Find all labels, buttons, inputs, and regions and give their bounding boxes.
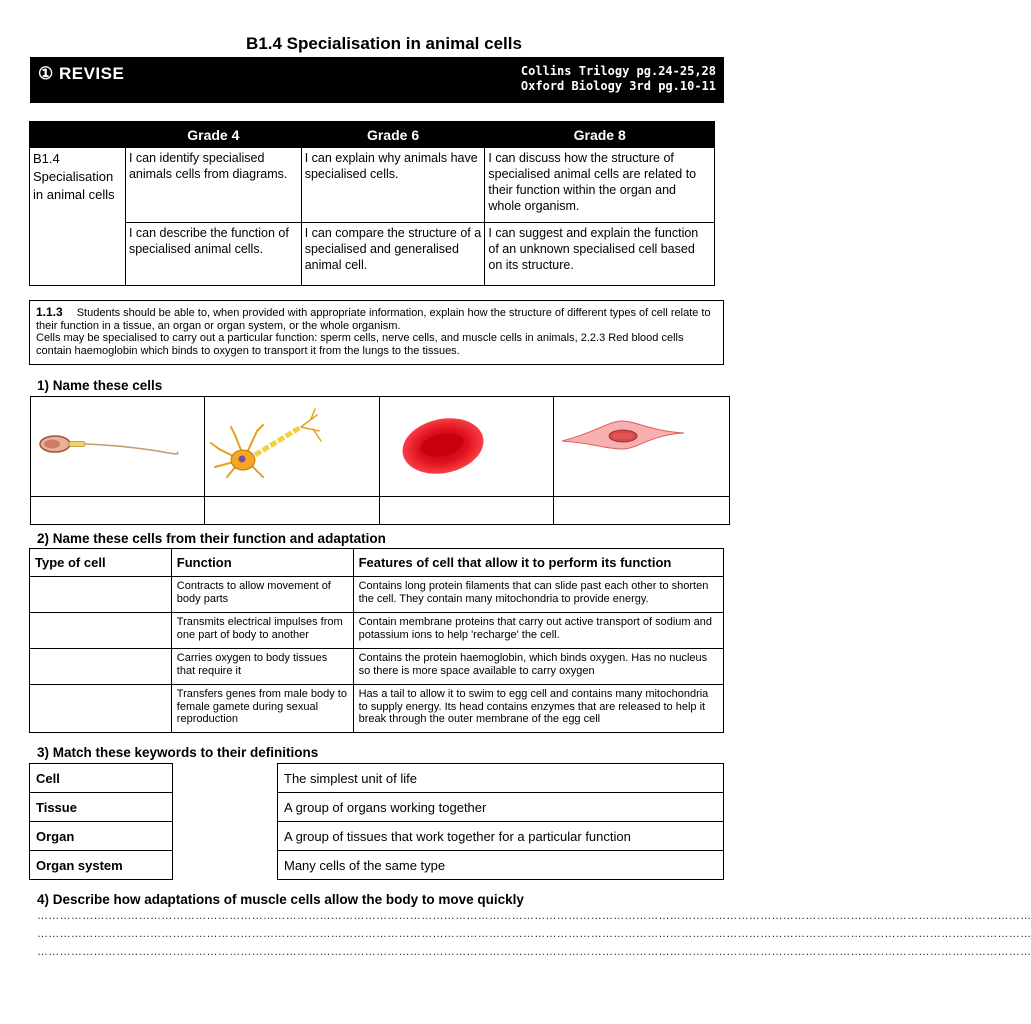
function-cell: Contracts to allow movement of body parts (171, 577, 353, 613)
revise-banner (30, 57, 724, 103)
cell-answers-row (31, 497, 730, 525)
grade-8-objective: I can suggest and explain the function of an unknown specialised cell based on its structure. (485, 223, 715, 286)
features-cell: Contain membrane proteins that carry out active transport of sodium and potassium ions to help 'recharge' the cell. (353, 613, 723, 649)
definition-cell[interactable]: A group of tissues that work together for a particular function (278, 822, 724, 851)
cell-name-answer[interactable] (380, 497, 554, 525)
grade-8-header: Grade 8 (485, 122, 715, 148)
reference-oxford: Oxford Biology 3rd pg.10-11 (520, 79, 716, 93)
grade-8-objective: I can discuss how the structure of specialised animal cells are related to their function within the organ and whole organism. (485, 148, 715, 223)
definition-row (278, 851, 724, 880)
definition-cell[interactable]: The simplest unit of life (278, 764, 724, 793)
keyword-tissue[interactable]: Tissue (30, 793, 173, 822)
definition-cell[interactable]: Many cells of the same type (278, 851, 724, 880)
keywords-table (29, 763, 173, 880)
question-2-label: 2) Name these cells from their function and adaptation (37, 531, 386, 546)
revise-label: ① REVISE (38, 64, 125, 83)
topic-cell: B1.4 Specialisation in animal cells (30, 148, 126, 286)
cell-image-box (380, 397, 554, 497)
definition-row (278, 793, 724, 822)
keyword-row (30, 764, 173, 793)
cell-image-box (554, 397, 730, 497)
keyword-organ-system[interactable]: Organ system (30, 851, 173, 880)
cell-name-answer[interactable] (205, 497, 380, 525)
definition-row (278, 764, 724, 793)
answer-line[interactable]: ………………………………………………………………………………………………………………………………………………………………………………………………………………………………………… (37, 946, 1031, 958)
cell-images-row (31, 397, 730, 497)
grade-6-header: Grade 6 (301, 122, 485, 148)
answer-line[interactable]: ………………………………………………………………………………………………………………………………………………………………………………………………………………………………………… (37, 910, 1031, 922)
keyword-row (30, 851, 173, 880)
grade-6-objective: I can explain why animals have specialised cells. (301, 148, 485, 223)
grade-row (30, 223, 715, 286)
cell-image-box (205, 397, 380, 497)
table-row (30, 685, 724, 733)
page-title: B1.4 Specialisation in animal cells (246, 34, 522, 53)
specification-box (29, 300, 724, 365)
table-row (30, 577, 724, 613)
type-of-cell-answer[interactable] (30, 613, 172, 649)
grade-4-header: Grade 4 (125, 122, 301, 148)
cell-image-box (31, 397, 205, 497)
cell-name-answer[interactable] (31, 497, 205, 525)
grade-6-objective: I can compare the structure of a specialised and generalised animal cell. (301, 223, 485, 286)
question-3-label: 3) Match these keywords to their definitions (37, 745, 319, 760)
features-header: Features of cell that allow it to perform its function (353, 549, 723, 577)
name-cells-table (30, 396, 730, 525)
question-4-label: 4) Describe how adaptations of muscle cells allow the body to move quickly (37, 892, 524, 907)
nerve-cell-icon (205, 397, 379, 491)
grade-4-objective: I can describe the function of specialised animal cells. (125, 223, 301, 286)
spec-line-1 (36, 306, 717, 332)
keyword-cell[interactable]: Cell (30, 764, 173, 793)
function-adaptation-table (29, 548, 724, 733)
textbook-references (521, 64, 716, 94)
function-header: Function (171, 549, 353, 577)
function-cell: Carries oxygen to body tissues that require it (171, 649, 353, 685)
red-blood-cell-icon (380, 397, 553, 491)
function-cell: Transfers genes from male body to female gamete during sexual reproduction (171, 685, 353, 733)
grade-header-blank (30, 122, 126, 148)
muscle-cell-icon (554, 397, 729, 491)
keyword-row (30, 793, 173, 822)
definitions-table (277, 763, 724, 880)
reference-collins: Collins Trilogy pg.24-25,28 (520, 64, 716, 78)
spec-text-1: Students should be able to, when provided with appropriate information, explain how the structure of different types of cell relate to their function in a tissue, an organ or organ system, or the whole organism. (36, 307, 711, 332)
grade-header-row (30, 122, 715, 148)
spec-code: 1.1.3 (36, 305, 63, 319)
definition-cell[interactable]: A group of organs working together (278, 793, 724, 822)
grade-objectives-table (29, 121, 715, 286)
question-1-label: 1) Name these cells (37, 378, 163, 393)
features-cell: Has a tail to allow it to swim to egg cell and contains many mitochondria to supply energy. Its head contains enzymes that are released to help it break through the outer membrane of the egg cell (353, 685, 723, 733)
keyword-organ[interactable]: Organ (30, 822, 173, 851)
type-of-cell-answer[interactable] (30, 685, 172, 733)
grade-4-objective: I can identify specialised animals cells from diagrams. (125, 148, 301, 223)
function-cell: Transmits electrical impulses from one part of body to another (171, 613, 353, 649)
table-row (30, 613, 724, 649)
features-cell: Contains the protein haemoglobin, which binds oxygen. Has no nucleus so there is more space available to carry oxygen (353, 649, 723, 685)
type-of-cell-answer[interactable] (30, 577, 172, 613)
function-header-row (30, 549, 724, 577)
features-cell: Contains long protein filaments that can slide past each other to shorten the cell. They contain many mitochondria to provide energy. (353, 577, 723, 613)
type-of-cell-answer[interactable] (30, 649, 172, 685)
answer-line[interactable]: ………………………………………………………………………………………………………………………………………………………………………………………………………………………………………… (37, 928, 1031, 940)
sperm-cell-icon (31, 397, 204, 491)
cell-name-answer[interactable] (554, 497, 730, 525)
table-row (30, 649, 724, 685)
type-of-cell-header: Type of cell (30, 549, 172, 577)
spec-text-2: Cells may be specialised to carry out a particular function: sperm cells, nerve cells, and muscle cells in animals, 2.2.3 Red blood cells contain haemoglobin which binds to oxygen to transport it from the lungs to the tissues. (36, 332, 684, 357)
keyword-row (30, 822, 173, 851)
definition-row (278, 822, 724, 851)
grade-row (30, 148, 715, 223)
